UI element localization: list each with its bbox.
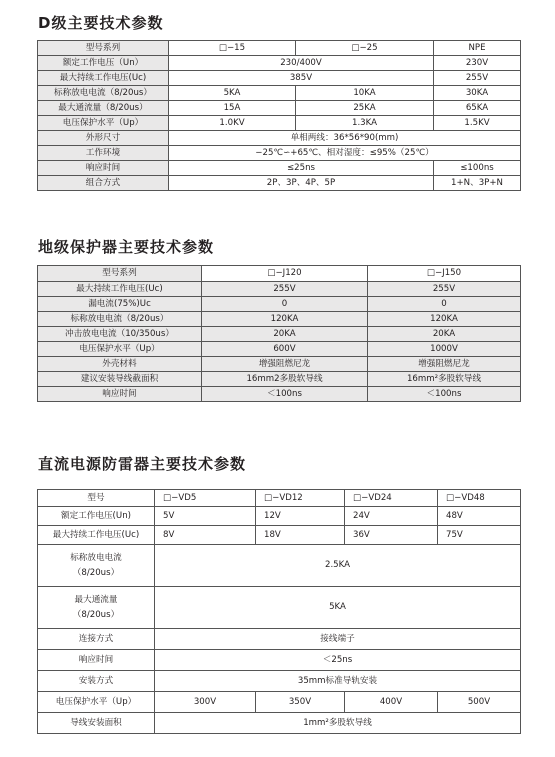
cell-value: ≤100ns [434,161,521,176]
cell-value: 12V [256,507,345,526]
table-row [38,650,521,671]
row-label: 最大持续工作电压(Uc) [38,526,155,545]
cell-value: ＜25ns [155,650,521,671]
row-label: 外形尺寸 [38,131,169,146]
cell-value: 255V [368,282,521,297]
row-label: 建议安装导线截面积 [38,372,202,387]
row-label: 电压保护水平（Up） [38,342,202,357]
row-label: 电压保护水平（Up） [38,692,155,713]
row-label: 电压保护水平（Up） [38,116,169,131]
table-row [38,357,521,372]
table-row [38,327,521,342]
cell-value: 400V [345,692,438,713]
row-label: 漏电流(75%)Uc [38,297,202,312]
table-row [38,629,521,650]
table-row [38,507,521,526]
table-row [38,387,521,402]
row-label: 额定工作电压(Un) [38,507,155,526]
cell-value: 16mm²多股软导线 [368,372,521,387]
cell-value: 5V [155,507,256,526]
table-row [38,312,521,327]
table-row [38,131,521,146]
cell-value: 36V [345,526,438,545]
cell-value: 接线端子 [155,629,521,650]
cell-value: ＜100ns [202,387,368,402]
cell-value: 18V [256,526,345,545]
table-row [38,146,521,161]
section2-title: 地级保护器主要技术参数 [38,238,215,256]
cell-value: 120KA [202,312,368,327]
cell-value: −25℃∽+65℃、相对湿度：≤95%（25℃） [169,146,521,161]
cell-value: 0 [202,297,368,312]
row-label: 连接方式 [38,629,155,650]
cell-value: 1.0KV [169,116,296,131]
cell-value: 1.3KA [296,116,434,131]
cell-value: 24V [345,507,438,526]
section3-title: 直流电源防雷器主要技术参数 [38,455,247,473]
table-row [38,526,521,545]
cell-value: 1.5KV [434,116,521,131]
row-label: 响应时间 [38,387,202,402]
row-label: 响应时间 [38,650,155,671]
cell-value: 增强阻燃尼龙 [202,357,368,372]
header-cell: □−VD48 [438,490,521,507]
row-label-line: 标称放电电流 [70,552,122,563]
table-row [38,713,521,734]
row-label: 额定工作电压（Un） [38,56,169,71]
table-row [38,282,521,297]
header-cell: □−VD12 [256,490,345,507]
row-label: 安装方式 [38,671,155,692]
cell-value: 255V [202,282,368,297]
row-label: 最大通流量（8/20us） [38,101,169,116]
cell-value: 10KA [296,86,434,101]
header-cell: □−J150 [368,266,521,282]
cell-value: 35mm标准导轨安装 [155,671,521,692]
cell-value: 5KA [155,587,521,629]
table-header-row [38,266,521,282]
table-row [38,56,521,71]
cell-value: 2.5KA [155,545,521,587]
table-row [38,86,521,101]
row-label [38,587,155,629]
cell-value: 16mm2多股软导线 [202,372,368,387]
cell-value: 25KA [296,101,434,116]
header-cell: 型号系列 [38,41,169,56]
cell-value: 15A [169,101,296,116]
cell-value: 0 [368,297,521,312]
header-cell: □−VD5 [155,490,256,507]
cell-value: 120KA [368,312,521,327]
row-label-line: 最大通流量 [74,594,118,605]
table-row [38,671,521,692]
row-label: 组合方式 [38,176,169,191]
table-row [38,71,521,86]
cell-value: 20KA [368,327,521,342]
dc-surge-spec-table [37,489,521,734]
cell-value: 20KA [202,327,368,342]
cell-value: 增强阻燃尼龙 [368,357,521,372]
cell-value: 500V [438,692,521,713]
table-row [38,372,521,387]
row-label: 响应时间 [38,161,169,176]
row-label-line: （8/20us） [72,609,120,620]
header-cell: 型号系列 [38,266,202,282]
table-row [38,297,521,312]
row-label: 外壳材料 [38,357,202,372]
table-row [38,342,521,357]
row-label: 冲击放电电流（10/350us） [38,327,202,342]
row-label [38,545,155,587]
row-label: 标称放电电流（8/20us） [38,312,202,327]
header-cell: □−15 [169,41,296,56]
row-label: 最大持续工作电压(Uc) [38,71,169,86]
table-row [38,692,521,713]
table-row [38,176,521,191]
ground-protector-spec-table [37,265,521,402]
cell-value: 350V [256,692,345,713]
table-header-row [38,41,521,56]
table-header-row [38,490,521,507]
header-cell: □−VD24 [345,490,438,507]
cell-value: 2P、3P、4P、5P [169,176,434,191]
table-row [38,161,521,176]
row-label: 标称放电电流（8/20us） [38,86,169,101]
cell-value: 65KA [434,101,521,116]
cell-value: 8V [155,526,256,545]
cell-value: 75V [438,526,521,545]
cell-value: 230/400V [169,56,434,71]
header-cell: □−25 [296,41,434,56]
cell-value: 单相两线：36*56*90(mm) [169,131,521,146]
cell-value: ≤25ns [169,161,434,176]
cell-value: 48V [438,507,521,526]
cell-value: 385V [169,71,434,86]
table-row [38,101,521,116]
cell-value: 300V [155,692,256,713]
cell-value: ＜100ns [368,387,521,402]
cell-value: 255V [434,71,521,86]
d-class-spec-table [37,40,521,191]
cell-value: 230V [434,56,521,71]
row-label: 工作环境 [38,146,169,161]
row-label-line: （8/20us） [72,567,120,578]
cell-value: 1mm²多股软导线 [155,713,521,734]
cell-value: 1000V [368,342,521,357]
row-label: 导线安装面积 [38,713,155,734]
row-label: 最大持续工作电压(Uc) [38,282,202,297]
table-row [38,545,521,587]
header-cell: □−J120 [202,266,368,282]
section1-title: D级主要技术参数 [38,14,164,32]
table-row [38,587,521,629]
cell-value: 5KA [169,86,296,101]
table-row [38,116,521,131]
header-cell: NPE [434,41,521,56]
cell-value: 30KA [434,86,521,101]
cell-value: 600V [202,342,368,357]
header-cell: 型号 [38,490,155,507]
cell-value: 1+N、3P+N [434,176,521,191]
